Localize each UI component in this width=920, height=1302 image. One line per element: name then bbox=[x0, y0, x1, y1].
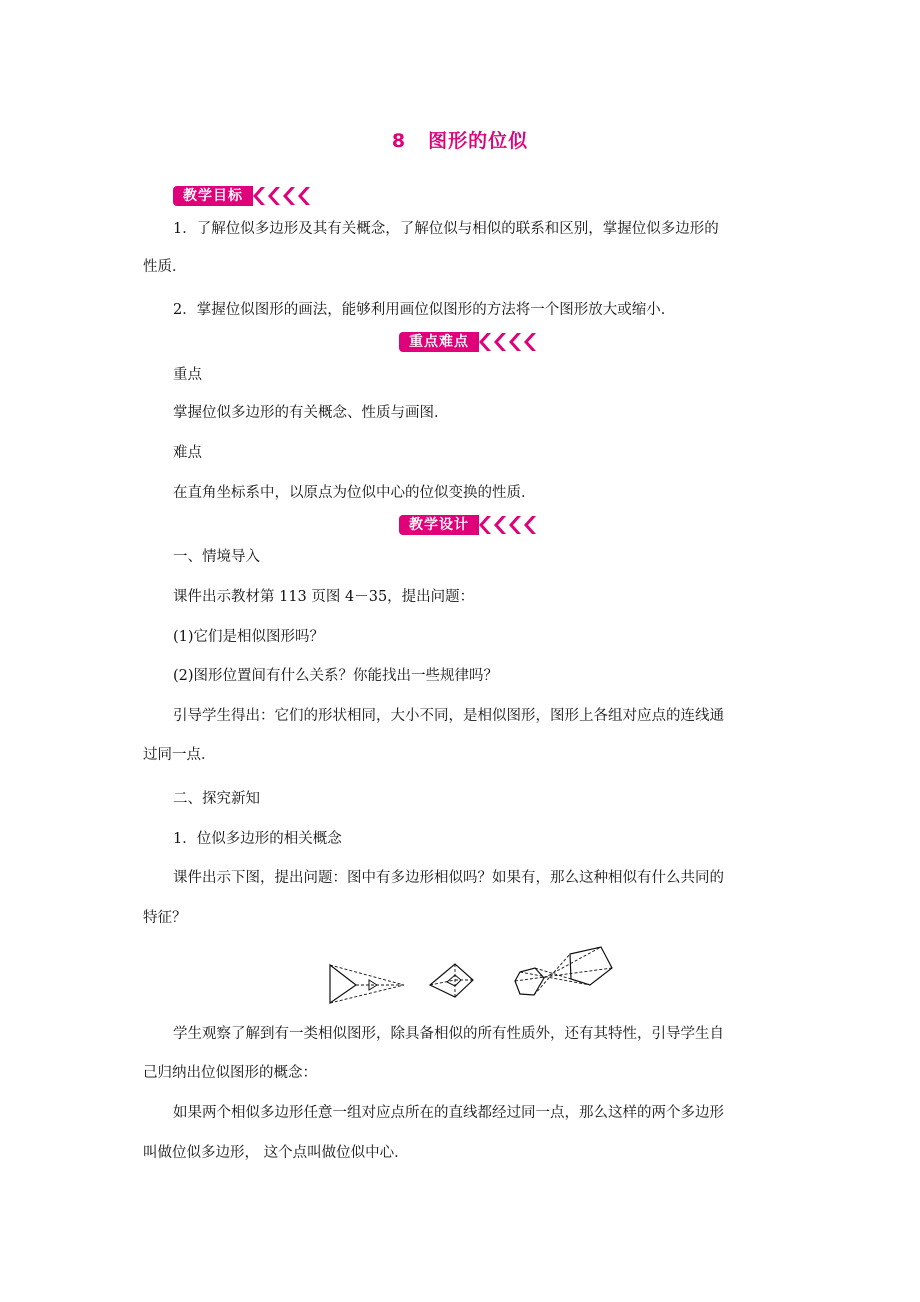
section-badge-label: 重点难点 bbox=[399, 332, 479, 352]
chevron-left-icon bbox=[494, 515, 509, 535]
key-text: 掌握位似多边形的有关概念、性质与画图． bbox=[173, 405, 449, 421]
chevron-left-icon bbox=[509, 515, 524, 535]
page-title bbox=[0, 126, 920, 153]
section-badge-key-points bbox=[399, 331, 539, 353]
hard-label: 难点 bbox=[173, 445, 202, 461]
sub1-heading: 1．位似多边形的相关概念 bbox=[173, 831, 342, 847]
guide-line-1: 引导学生得出：它们的形状相同，大小不同，是相似图形，图形上各组对应点的连线通 bbox=[173, 708, 724, 724]
hard-text: 在直角坐标系中，以原点为位似中心的位似变换的性质． bbox=[173, 485, 536, 501]
key-label: 重点 bbox=[173, 367, 202, 383]
figure-pentagons bbox=[515, 947, 612, 995]
definition-line-1: 如果两个相似多边形任意一组对应点所在的直线都经过同一点，那么这样的两个多边形 bbox=[173, 1105, 724, 1121]
section-badge-objectives bbox=[173, 185, 313, 207]
title-text: 图形的位似 bbox=[428, 130, 529, 152]
guide-line-2: 过同一点． bbox=[143, 747, 216, 763]
figure-nested-quads bbox=[430, 964, 473, 997]
part1-heading: 一、情境导入 bbox=[173, 549, 260, 565]
homothety-figure bbox=[322, 935, 622, 1009]
objective-item-2: 2．掌握位似图形的画法，能够利用画位似图形的方法将一个图形放大或缩小． bbox=[173, 302, 676, 318]
chevron-left-icon bbox=[479, 515, 494, 535]
chevron-left-icon bbox=[479, 332, 494, 352]
intro-text: 课件出示教材第 113 页图 4－35，提出问题： bbox=[173, 589, 475, 605]
chevron-left-icon bbox=[283, 186, 298, 206]
section-badge-label: 教学目标 bbox=[173, 186, 253, 206]
section-badge-label: 教学设计 bbox=[399, 515, 479, 535]
chevron-left-icon bbox=[268, 186, 283, 206]
chevron-left-icon bbox=[298, 186, 313, 206]
objective-item-1-line2: 性质． bbox=[143, 259, 187, 275]
chevron-left-icon bbox=[524, 515, 539, 535]
objective-item-1-line1: 1．了解位似多边形及其有关概念，了解位似与相似的联系和区别，掌握位似多边形的 bbox=[173, 221, 719, 237]
question-1: (1)它们是相似图形吗？ bbox=[173, 629, 325, 645]
show-line-1: 课件出示下图，提出问题：图中有多边形相似吗？如果有，那么这种相似有什么共同的 bbox=[173, 870, 724, 886]
question-2: (2)图形位置间有什么关系？你能找出一些规律吗？ bbox=[173, 668, 499, 684]
chevron-left-icon bbox=[253, 186, 268, 206]
definition-line-2: 叫做位似多边形， 这个点叫做位似中心． bbox=[143, 1145, 409, 1161]
observe-line-1: 学生观察了解到有一类相似图形，除具备相似的所有性质外，还有其特性，引导学生自 bbox=[173, 1026, 724, 1042]
chevron-left-icon bbox=[524, 332, 539, 352]
chevron-left-icon bbox=[509, 332, 524, 352]
chevron-left-icon bbox=[494, 332, 509, 352]
show-line-2: 特征？ bbox=[143, 910, 187, 926]
section-badge-design bbox=[399, 514, 539, 536]
figure-triangles bbox=[330, 965, 404, 1003]
part2-heading: 二、探究新知 bbox=[173, 791, 260, 807]
observe-line-2: 己归纳出位似图形的概念： bbox=[143, 1065, 317, 1081]
title-number: 8 bbox=[391, 130, 407, 152]
